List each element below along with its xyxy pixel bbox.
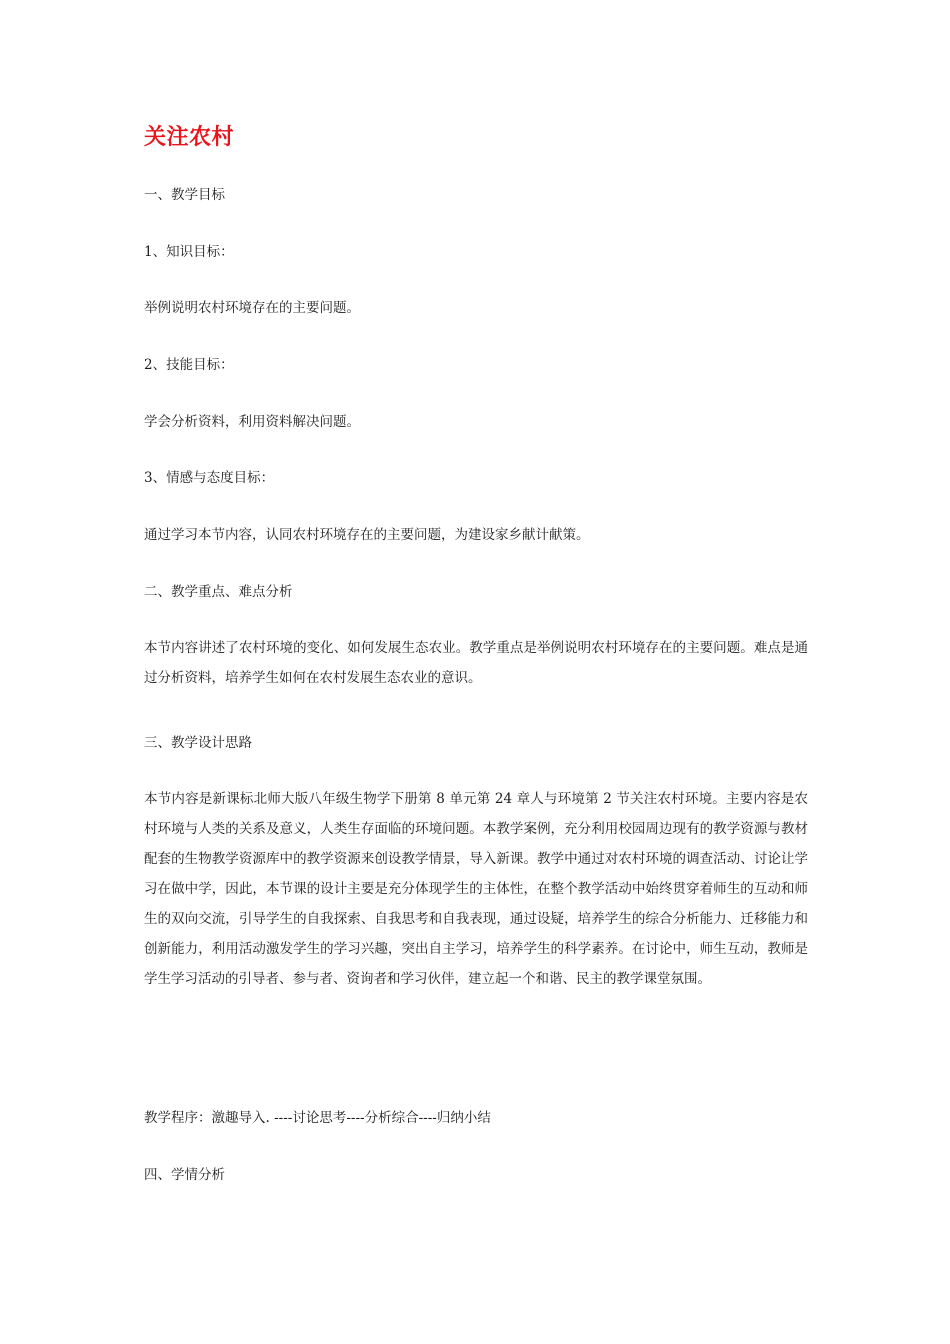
attitude-goal-text: 通过学习本节内容，认同农村环境存在的主要问题，为建设家乡献计献策。 <box>144 527 590 543</box>
section-1-heading: 一、教学目标 <box>144 187 225 203</box>
attitude-goal-heading: 3、情感与态度目标： <box>144 470 275 486</box>
section-2-heading: 二、教学重点、难点分析 <box>144 584 293 600</box>
skill-goal-heading: 2、技能目标： <box>144 357 234 373</box>
section-4-heading: 四、学情分析 <box>144 1167 225 1183</box>
section-3-heading: 三、教学设计思路 <box>144 735 252 751</box>
knowledge-goal-heading: 1、知识目标： <box>144 244 234 260</box>
teaching-procedure: 教学程序：激趣导入. ----讨论思考----分析综合----归纳小结 <box>144 1110 491 1126</box>
knowledge-goal-text: 举例说明农村环境存在的主要问题。 <box>144 300 360 316</box>
skill-goal-text: 学会分析资料，利用资料解决问题。 <box>144 414 360 430</box>
section-3-text: 本节内容是新课标北师大版八年级生物学下册第 8 单元第 24 章人与环境第 2 节关注农村环境。主要内容是农村环境与人类的关系及意义，人类生存面临的环境问题。本教学案例，充分利用校园周边现有的教学资源与教材配套的生物教学资源库中的教学资源来创设教学情景，导入新课。教学中通过对农村环境的调查活动、讨论让学习在做中学，因此，本节课的设计主要是充分体现学生的主体性，在整个教学活动中始终贯穿着师生的互动和师生的双向交流，引导学生的自我探索、自我思考和自我表现，通过设疑，培养学生的综合分析能力、迁移能力和创新能力，利用活动激发学生的学习兴趣，突出自主学习，培养学生的科学素养。在讨论中，师生互动，教师是学生学习活动的引导者、参与者、资询者和学习伙伴，建立起一个和谐、民主的教学课堂氛围。 <box>144 791 808 987</box>
section-2-text: 本节内容讲述了农村环境的变化、如何发展生态农业。教学重点是举例说明农村环境存在的主要问题。难点是通过分析资料，培养学生如何在农村发展生态农业的意识。 <box>144 640 808 686</box>
page-title: 关注农村 <box>144 125 235 150</box>
